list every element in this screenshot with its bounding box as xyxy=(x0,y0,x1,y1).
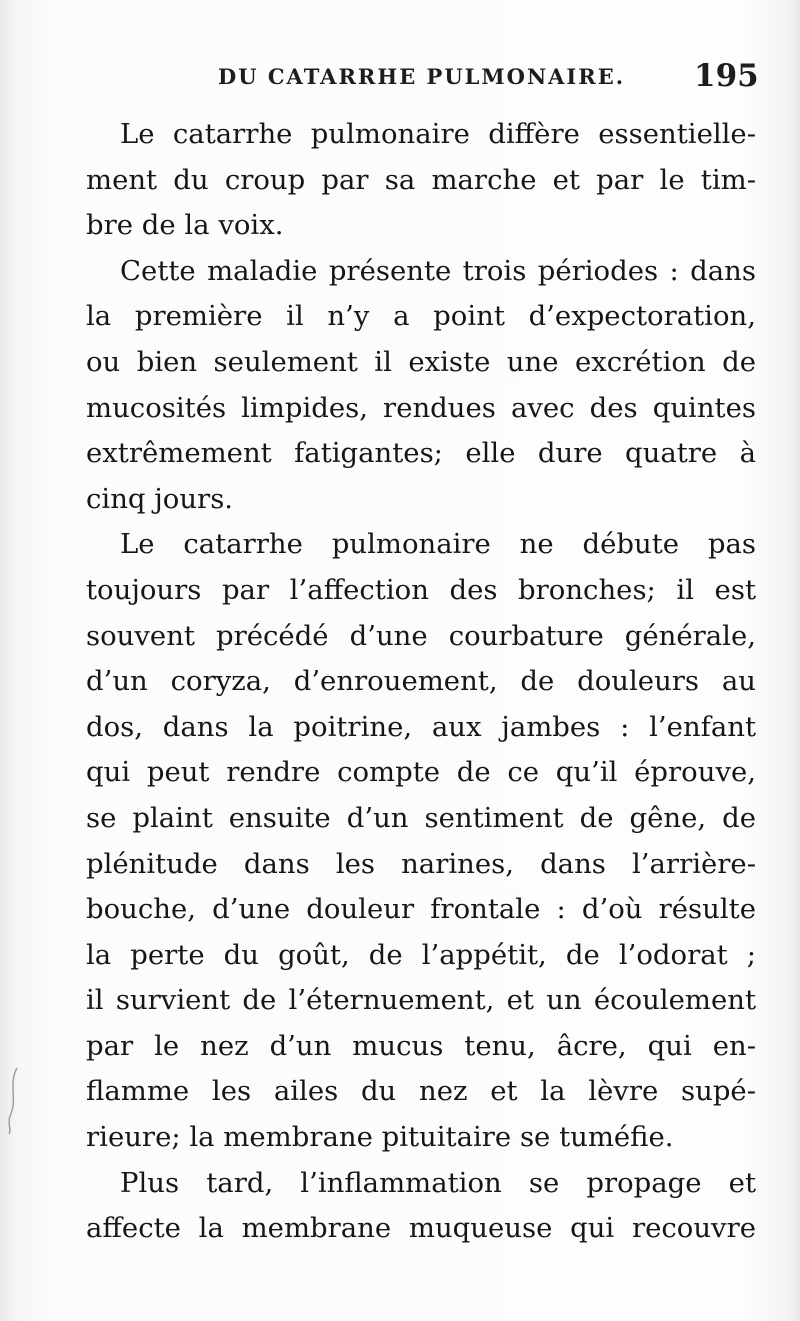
page-header xyxy=(0,60,800,100)
text-line: Le catarrhe pulmonaire ne débute pas xyxy=(120,528,756,561)
text-line: d’un coryza, d’enrouement, de douleurs au xyxy=(86,665,756,698)
text-line: affecte la membrane muqueuse qui recouvre xyxy=(86,1212,756,1245)
text-line: la perte du goût, de l’appétit, de l’odorat ; xyxy=(86,938,756,971)
page-edge-mark xyxy=(6,1066,20,1136)
text-line: se plaint ensuite d’un sentiment de gêne, de xyxy=(86,801,756,834)
text-line: ou bien seulement il existe une excrétion de xyxy=(86,345,756,378)
text-line: cinq jours. xyxy=(86,482,234,515)
text-line: Cette maladie présente trois périodes : dans xyxy=(120,254,756,287)
page-number: 195 xyxy=(694,58,759,94)
text-line: rieure; la membrane pituitaire se tuméfie. xyxy=(86,1121,674,1154)
text-line: bouche, d’une douleur frontale : d’où résulte xyxy=(86,893,756,926)
text-line: toujours par l’affection des bronches; il est xyxy=(86,573,756,606)
text-line: par le nez d’un mucus tenu, âcre, qui en- xyxy=(86,1029,756,1062)
text-line: la première il n’y a point d’expectoration, xyxy=(86,300,756,333)
text-line: dos, dans la poitrine, aux jambes : l’enfant xyxy=(86,710,756,743)
text-line: mucosités limpides, rendues avec des quintes xyxy=(86,391,756,424)
text-line: Le catarrhe pulmonaire diffère essentielle- xyxy=(120,118,756,150)
text-line: souvent précédé d’une courbature générale, xyxy=(86,619,756,652)
text-line: flamme les ailes du nez et la lèvre supé- xyxy=(86,1075,756,1108)
text-line: Plus tard, l’inflammation se propage et xyxy=(120,1166,756,1199)
body-text xyxy=(86,112,756,1252)
running-title: DU CATARRHE PULMONAIRE. xyxy=(218,64,626,89)
text-line: plénitude dans les narines, dans l’arrière- xyxy=(86,847,756,880)
text-line: il survient de l’éternuement, et un écoulement xyxy=(86,984,756,1017)
text-line: ment du croup par sa marche et par le tim- xyxy=(86,163,756,196)
text-line: qui peut rendre compte de ce qu’il éprouve, xyxy=(86,756,756,789)
text-line: extrêmement fatigantes; elle dure quatre à xyxy=(86,437,756,470)
text-line: bre de la voix. xyxy=(86,209,284,242)
